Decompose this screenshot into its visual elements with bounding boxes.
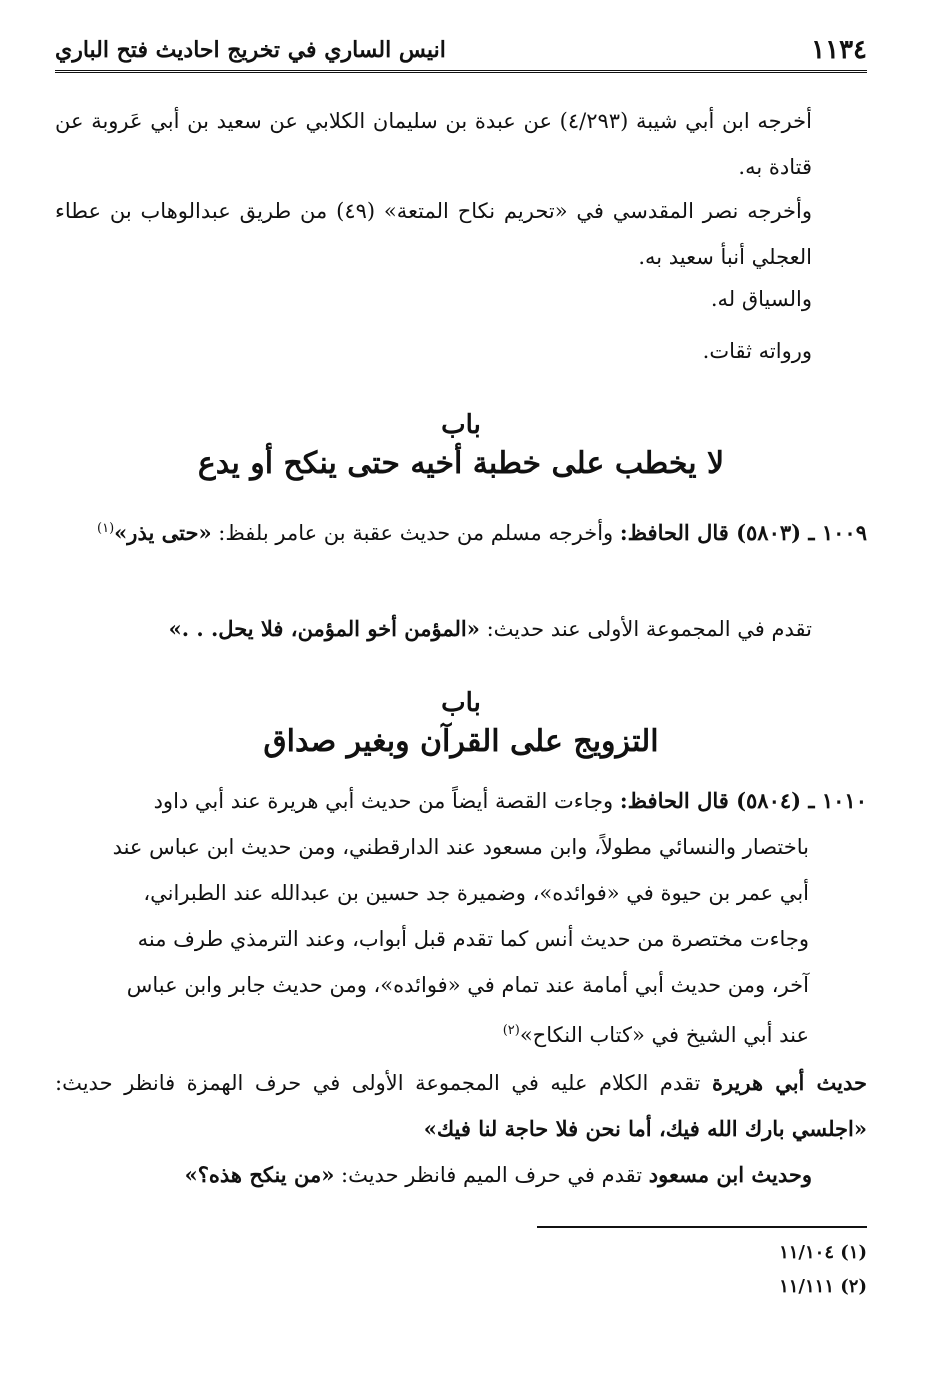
note-text: تقدم في حرف الميم فانظر حديث: <box>341 1163 643 1187</box>
note-paragraph <box>55 1060 867 1152</box>
entry-number: ١٠١٠ ـ (٥٨٠٤) قال الحافظ: <box>619 788 867 813</box>
paragraph: ورواته ثقات. <box>702 339 812 363</box>
note-quote: «من ينكح هذه؟» <box>184 1162 335 1187</box>
chapter-label: باب <box>441 410 481 440</box>
entry-line: باختصار والنسائي مطولاً، وابن مسعود عند الدارقطني، ومن حديث ابن عباس عند <box>112 835 809 859</box>
chapter-title: لا يخطب على خطبة أخيه حتى ينكح أو يدع <box>197 446 725 481</box>
entry-text: وجاءت القصة أيضاً من حديث أبي هريرة عند أبي داود <box>153 789 614 813</box>
chapter-label: باب <box>441 688 481 718</box>
paragraph: والسياق له. <box>710 287 812 311</box>
footnote-ref: (٢) <box>502 1023 520 1038</box>
entry-quote: «حتى يذر» <box>114 520 212 545</box>
note-text: تقدم الكلام عليه في المجموعة الأولى في حرف الهمزة فانظر حديث: <box>55 1071 701 1095</box>
note-bold: وحديث ابن مسعود <box>648 1162 812 1187</box>
entry-number: ١٠٠٩ ـ (٥٨٠٣) قال الحافظ: <box>619 520 867 545</box>
footnote: (٢) ١١/١١١ <box>779 1276 867 1297</box>
footnote-divider <box>537 1226 867 1228</box>
entry-line: عند أبي الشيخ في «كتاب النكاح»$^{(٢)}$ <box>502 1023 809 1047</box>
paragraph: وأخرجه نصر المقدسي في «تحريم نكاح المتعة» (٤٩) من طريق عبدالوهاب بن عطاء العجلي أنبأ سعيد به. <box>55 199 812 269</box>
note-paragraph <box>55 606 812 652</box>
paragraph: أخرجه ابن أبي شيبة (٤/٢٩٣) عن عبدة بن سليمان الكلابي عن سعيد بن أبي عَروبة عن قتادة به. <box>55 109 812 179</box>
footnote: (١) ١١/١٠٤ <box>779 1242 867 1263</box>
chapter-title: التزويج على القرآن وبغير صداق <box>263 724 659 759</box>
book-title: انيس الساري في تخريج احاديث فتح الباري <box>55 37 446 63</box>
hadith-entry <box>55 778 867 824</box>
page-number: ١١٣٤ <box>811 35 867 65</box>
note-bold: حديث أبي هريرة <box>711 1070 867 1095</box>
document-page <box>55 0 867 1383</box>
note-prefix: تقدم في المجموعة الأولى عند حديث: <box>486 617 812 641</box>
note-quote: «اجلسي بارك الله فيك، أما نحن فلا حاجة لنا فيك» <box>423 1116 867 1141</box>
footnote-ref: (١) <box>97 521 115 536</box>
page-header <box>55 30 867 73</box>
note-paragraph <box>55 1152 812 1198</box>
hadith-entry <box>55 506 867 556</box>
entry-text: وأخرجه مسلم من حديث عقبة بن عامر بلفظ: <box>218 521 614 545</box>
entry-line: وجاءت مختصرة من حديث أنس كما تقدم قبل أبواب، وعند الترمذي طرف منه <box>137 927 809 951</box>
entry-line: أبي عمر بن حيوة في «فوائده»، وضميرة جد حسين بن عبدالله عند الطبراني، <box>143 881 809 905</box>
entry-line: آخر، ومن حديث أبي أمامة عند تمام في «فوائده»، ومن حديث جابر وابن عباس <box>126 973 809 997</box>
note-quote: «المؤمن أخو المؤمن، فلا يحل. . .» <box>168 616 480 641</box>
